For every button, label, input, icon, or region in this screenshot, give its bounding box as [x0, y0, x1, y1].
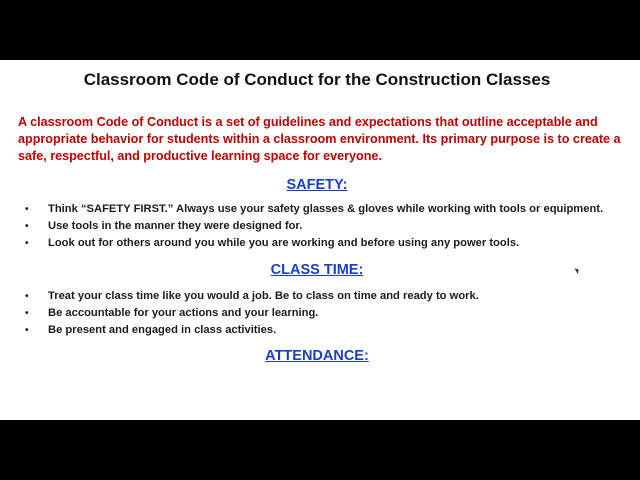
list-item	[0, 218, 640, 235]
list-item-text: Be accountable for your actions and your learning.	[48, 307, 319, 319]
class-time-bullet-list	[0, 288, 640, 339]
list-item	[0, 201, 640, 218]
bullet-icon: •	[25, 325, 29, 336]
section-heading-class-time: CLASS TIME:	[270, 262, 364, 278]
safety-bullet-list	[0, 201, 640, 252]
document-page	[0, 60, 640, 420]
section-heading-safety: SAFETY:	[286, 177, 348, 193]
document-title: Classroom Code of Conduct for the Construction Classes	[83, 70, 551, 89]
list-item-text: Think “SAFETY FIRST.” Always use your safety glasses & gloves while working with tools or equipment.	[48, 203, 604, 215]
list-item-text: Treat your class time like you would a job. Be to class on time and ready to work.	[48, 290, 479, 302]
list-item	[0, 322, 640, 339]
list-item	[0, 288, 640, 305]
letterbox-bottom	[0, 420, 640, 480]
list-item	[0, 305, 640, 322]
list-item-text: Be present and engaged in class activities.	[48, 324, 277, 336]
section-heading-attendance: ATTENDANCE:	[265, 348, 369, 364]
bullet-icon: •	[25, 291, 29, 302]
letterbox-top	[0, 0, 640, 60]
list-item-text: Use tools in the manner they were designed for.	[48, 220, 303, 232]
bullet-icon: •	[25, 308, 29, 319]
bullet-icon: •	[25, 204, 29, 215]
intro-paragraph: A classroom Code of Conduct is a set of guidelines and expectations that outline acceptable and appropriate behavior for students within a classroom environment. Its primary purpose is to create a safe, respectful, and productive learning space for everyone.	[18, 115, 621, 163]
bullet-icon: •	[25, 238, 29, 249]
bullet-icon: •	[25, 221, 29, 232]
list-item	[0, 235, 640, 252]
list-item-text: Look out for others around you while you are working and before using any power tools.	[48, 237, 520, 249]
